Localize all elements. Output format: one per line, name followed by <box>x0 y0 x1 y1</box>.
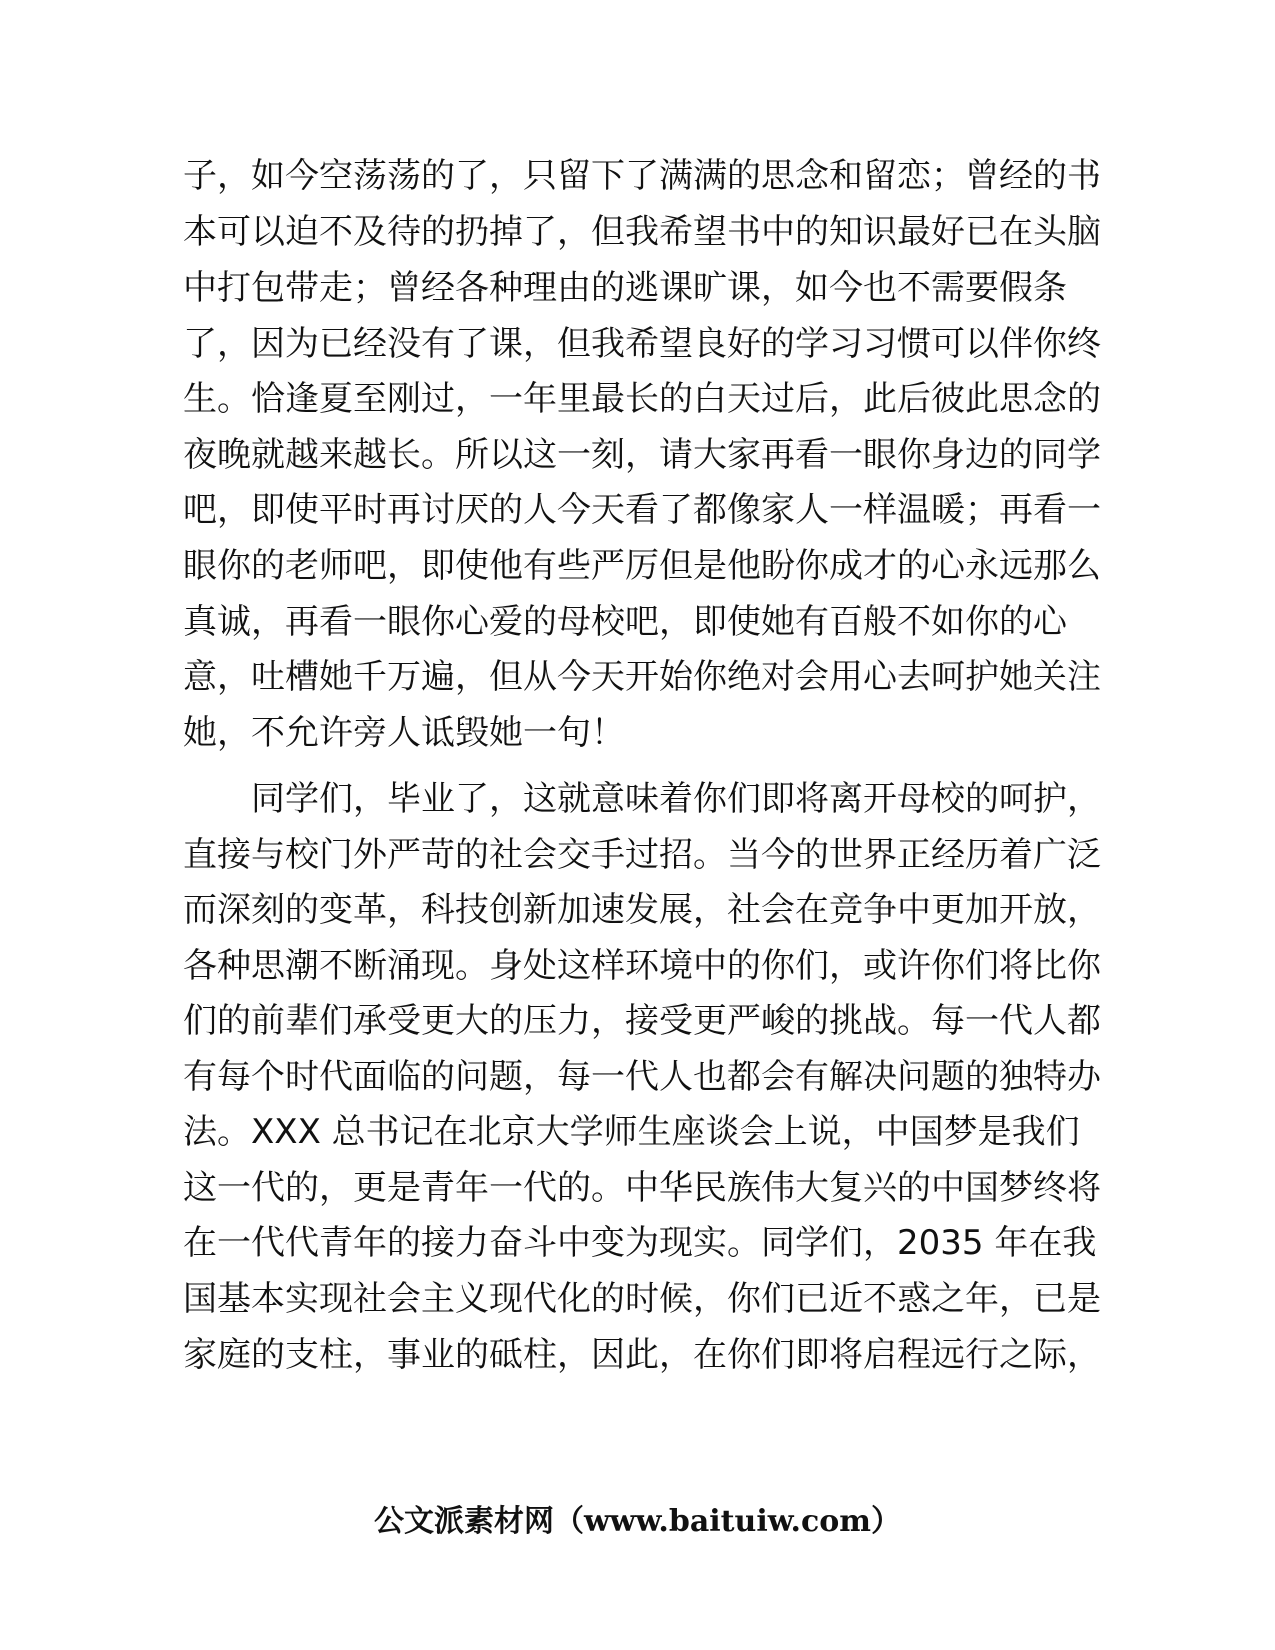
text-line: 了，因为已经没有了课，但我希望良好的学习习惯可以伴你终 <box>183 324 1101 364</box>
text-line: 中打包带走；曾经各种理由的逃课旷课，如今也不需要假条 <box>183 268 1067 308</box>
text-line: 本可以迫不及待的扔掉了，但我希望书中的知识最好已在头脑 <box>183 212 1101 252</box>
text-line: 意，吐槽她千万遍，但从今天开始你绝对会用心去呵护她关注 <box>183 657 1101 697</box>
text-line: 吧，即使平时再讨厌的人今天看了都像家人一样温暖；再看一 <box>183 490 1101 530</box>
paragraph-first-line: 同学们，毕业了，这就意味着你们即将离开母校的呵护， <box>251 779 1101 819</box>
text-line: 夜晚就越来越长。所以这一刻，请大家再看一眼你身边的同学 <box>183 435 1101 475</box>
text-line: 眼你的老师吧，即使他有些严厉但是他盼你成才的心永远那么 <box>183 546 1101 586</box>
text-line: 国基本实现社会主义现代化的时候，你们已近不惑之年，已是 <box>183 1279 1101 1319</box>
text-line: 有每个时代面临的问题，每一代人也都会有解决问题的独特办 <box>183 1057 1101 1097</box>
text-line: 她，不允许旁人诋毁她一句！ <box>183 713 625 753</box>
text-line: 子，如今空荡荡的了，只留下了满满的思念和留恋；曾经的书 <box>183 156 1101 196</box>
text-line: 家庭的支柱，事业的砥柱，因此，在你们即将启程远行之际， <box>183 1335 1101 1375</box>
text-line: 们的前辈们承受更大的压力，接受更严峻的挑战。每一代人都 <box>183 1001 1101 1041</box>
text-line: 真诚，再看一眼你心爱的母校吧，即使她有百般不如你的心 <box>183 602 1067 642</box>
text-line: 在一代代青年的接力奋斗中变为现实。同学们，2035 年在我 <box>183 1223 1097 1263</box>
text-line: 法。XXX 总书记在北京大学师生座谈会上说，中国梦是我们 <box>183 1112 1080 1152</box>
text-line: 这一代的，更是青年一代的。中华民族伟大复兴的中国梦终将 <box>183 1168 1101 1208</box>
text-line: 生。恰逢夏至刚过，一年里最长的白天过后，此后彼此思念的 <box>183 379 1101 419</box>
text-line: 各种思潮不断涌现。身处这样环境中的你们，或许你们将比你 <box>183 946 1101 986</box>
footer-watermark: 公文派素材网（www.baituiw.com） <box>373 1504 902 1539</box>
text-line: 直接与校门外严苛的社会交手过招。当今的世界正经历着广泛 <box>183 835 1101 875</box>
text-line: 而深刻的变革，科技创新加速发展，社会在竞争中更加开放， <box>183 890 1101 930</box>
